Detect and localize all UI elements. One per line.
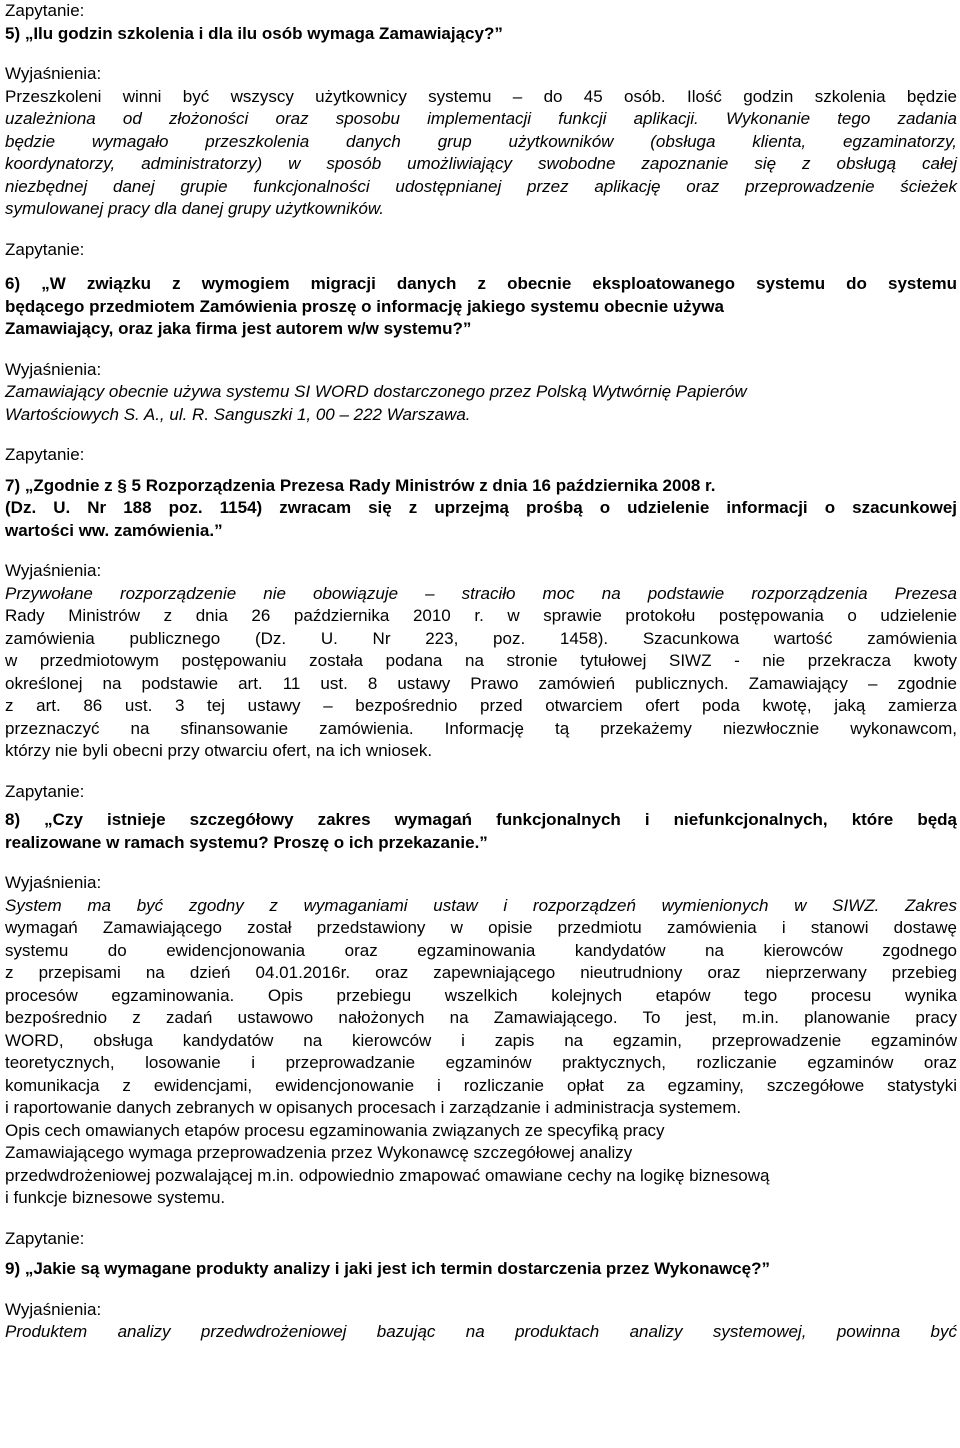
question-block-9 bbox=[5, 1228, 957, 1344]
answer-line: z art. 86 ust. 3 tej ustawy – bezpośrednio przed otwarciem ofert poda kwotę, jaką zamierza bbox=[5, 696, 957, 715]
answer-line: Zamawiającego wymaga przeprowadzenia przez Wykonawcę szczegółowej analizy bbox=[5, 1143, 633, 1162]
question-text bbox=[5, 809, 957, 854]
answer-line: Rady Ministrów z dnia 26 października 2010 r. w sprawie protokołu postępowania o udzielenie bbox=[5, 606, 957, 625]
question-text bbox=[5, 273, 957, 341]
answer-line: i raportowanie danych zebranych w opisanych procesach i zarządzanie i administracja systemem. bbox=[5, 1098, 742, 1117]
question-line: 8) „Czy istnieje szczegółowy zakres wymagań funkcjonalnych i niefunkcjonalnych, które będą bbox=[5, 810, 957, 829]
question-label: Zapytanie: bbox=[5, 445, 85, 464]
answer-text bbox=[5, 895, 957, 1210]
answer-line: Zamawiający obecnie używa systemu SI WORD dostarczonego przez Polską Wytwórnię Papierów bbox=[5, 382, 747, 401]
answer-label: Wyjaśnienia: bbox=[5, 1299, 102, 1319]
answer-line: Przeszkoleni winni być wszyscy użytkownicy systemu – do 45 osób. Ilość godzin szkolenia będzie bbox=[5, 86, 957, 106]
answer-line: Produktem analizy przedwdrożeniowej bazując na produktach analizy systemowej, powinna być bbox=[5, 1322, 957, 1341]
answer-line: Przywołane rozporządzenie nie obowiązuje – straciło moc na podstawie rozporządzenia Prezesa bbox=[5, 583, 957, 603]
question-label: Zapytanie: bbox=[5, 1228, 85, 1248]
question-line: (Dz. U. Nr 188 poz. 1154) zwracam się z uprzejmą prośbą o udzielenie informacji o szacunkowej bbox=[5, 498, 957, 517]
answer-line: WORD, obsługa kandydatów na kierowców i zapis na egzamin, przeprowadzenie egzaminów bbox=[5, 1030, 957, 1050]
question-line: 7) „Zgodnie z § 5 Rozporządzenia Prezesa Rady Ministrów z dnia 16 października 2008 r. bbox=[5, 475, 716, 495]
answer-text bbox=[5, 1321, 957, 1344]
answer-text bbox=[5, 381, 957, 426]
answer-line: wymagań Zamawiającego został przedstawiony w opisie przedmiotu zamówienia i stanowi dostawę bbox=[5, 918, 957, 937]
question-line: będącego przedmiotem Zamówienia proszę o informację jakiego systemu obecnie używa bbox=[5, 296, 724, 316]
answer-text bbox=[5, 583, 957, 763]
answer-line: niezbędnej danej grupie funkcjonalności udostępnianej przez aplikację oraz przeprowadzenie ścieżek bbox=[5, 176, 957, 196]
question-block-7 bbox=[5, 444, 957, 763]
answer-line: symulowanej pracy dla danej grupy użytkowników. bbox=[5, 199, 384, 218]
answer-line: i funkcje biznesowe systemu. bbox=[5, 1188, 226, 1207]
question-block-8 bbox=[5, 781, 957, 1210]
answer-label: Wyjaśnienia: bbox=[5, 64, 102, 83]
question-line: wartości ww. zamówienia.” bbox=[5, 520, 223, 540]
answer-line: uzależniona od złożoności oraz sposobu implementacji funkcji aplikacji. Wykonanie tego zadania bbox=[5, 109, 957, 128]
answer-line: będzie wymagało przeszkolenia danych grup użytkowników (obsługa klienta, egzaminatorzy, bbox=[5, 131, 957, 151]
answer-line: określonej na podstawie art. 11 ust. 8 ustawy Prawo zamówień publicznych. Zamawiający – zgodnie bbox=[5, 673, 957, 693]
question-line: realizowane w ramach systemu? Proszę o ich przekazanie.” bbox=[5, 832, 488, 852]
question-line: 6) „W związku z wymogiem migracji danych z obecnie eksploatowanego systemu do systemu bbox=[5, 274, 957, 293]
answer-line: z przepisami na dzień 04.01.2016r. oraz zapewniającego nieutrudniony oraz nieprzerwany przebieg bbox=[5, 963, 957, 982]
answer-line: Wartościowych S. A., ul. R. Sanguszki 1, 00 – 222 Warszawa. bbox=[5, 404, 471, 424]
question-text: 5) „Ilu godzin szkolenia i dla ilu osób wymaga Zamawiający?” bbox=[5, 23, 503, 43]
answer-line: koordynatorzy, administratorzy) w sposób umożliwiający swobodne zapoznanie się z obsługą całej bbox=[5, 154, 957, 173]
answer-line: systemu do ewidencjonowania oraz egzaminowania kandydatów na kierowców zgodnego bbox=[5, 940, 957, 960]
answer-line: Opis cech omawianych etapów procesu egzaminowania związanych ze specyfiką pracy bbox=[5, 1120, 665, 1140]
answer-label: Wyjaśnienia: bbox=[5, 359, 102, 379]
question-label: Zapytanie: bbox=[5, 239, 85, 259]
answer-line: przedwdrożeniowej pozwalającej m.in. odpowiednio zmapować omawiane cechy na logikę biznesową bbox=[5, 1165, 770, 1185]
answer-label: Wyjaśnienia: bbox=[5, 561, 102, 580]
answer-label: Wyjaśnienia: bbox=[5, 873, 102, 892]
answer-text bbox=[5, 86, 957, 221]
question-label: Zapytanie: bbox=[5, 1, 85, 20]
answer-line: procesów egzaminowania. Opis przebiegu wszelkich kolejnych etapów tego procesu wynika bbox=[5, 985, 957, 1005]
answer-line: bezpośrednio z zadań ustawowo nałożonych na Zamawiającego. To jest, m.in. planowanie pracy bbox=[5, 1008, 957, 1027]
answer-line: System ma być zgodny z wymaganiami ustaw i rozporządzeń wymienionych w SIWZ. Zakres bbox=[5, 895, 957, 915]
question-line: Zamawiający, oraz jaka firma jest autorem w/w systemu?” bbox=[5, 319, 472, 338]
question-label: Zapytanie: bbox=[5, 781, 85, 801]
question-text: 9) „Jakie są wymagane produkty analizy i jaki jest ich termin dostarczenia przez Wykonawcę?” bbox=[5, 1259, 770, 1278]
question-block-5 bbox=[5, 0, 957, 221]
answer-line: którzy nie byli obecni przy otwarciu ofert, na ich wniosek. bbox=[5, 741, 433, 760]
answer-line: przeznaczyć na sfinansowanie zamówienia. Informację tą przekażemy niezwłocznie wykonawcom, bbox=[5, 718, 957, 738]
answer-line: komunikacja z ewidencjami, ewidencjonowanie i rozliczanie opłat za egzaminy, szczegółowe statystyki bbox=[5, 1075, 957, 1095]
answer-line: w przedmiotowym postępowaniu została podana na stronie tytułowej SIWZ - nie przekracza kwoty bbox=[5, 651, 957, 670]
answer-line: teoretycznych, losowanie i przeprowadzanie egzaminów praktycznych, rozliczanie egzaminów oraz bbox=[5, 1053, 957, 1072]
question-block-6 bbox=[5, 239, 957, 427]
answer-line: zamówienia publicznego (Dz. U. Nr 223, poz. 1458). Szacunkowa wartość zamówienia bbox=[5, 628, 957, 648]
question-text bbox=[5, 475, 957, 543]
document-page bbox=[5, 0, 957, 1344]
